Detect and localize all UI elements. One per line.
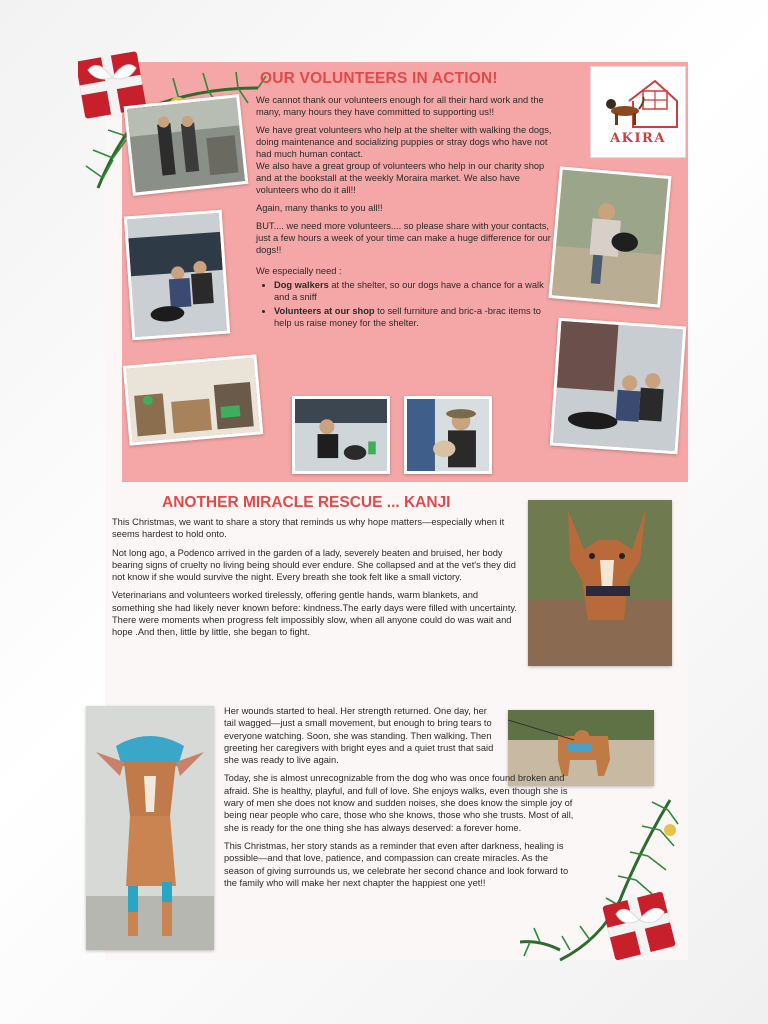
volunteers-para: We have great volunteers who help at the shelter with walking the dogs, doing maintenance and socializing puppies or stray dogs who have not had much human contact. <box>256 125 552 159</box>
rescue-para: Today, she is almost unrecognizable from the dog who was once found broken and afraid. She is healthy, playful, and full of love. She enjoys walks, even though she is wary of men she does not know and sudden noises, she does know the simple joy of being near people who care, those who she knows, those who she trusts. Most of all, she is ready for the one thing she has always deserved: a forever home. <box>224 773 574 833</box>
kanji-photo-standing <box>528 500 672 666</box>
rescue-para: This Christmas, we want to share a story that reminds us why hope matters—especially when it seems hardest to hold onto. <box>112 517 505 540</box>
volunteer-photo-4 <box>123 354 263 445</box>
needs-heading: We especially need : <box>256 266 342 276</box>
kanji-photo-bandage <box>86 706 214 950</box>
volunteer-photo-6 <box>404 396 492 474</box>
volunteers-title: OUR VOLUNTEERS IN ACTION! <box>260 70 498 87</box>
pine-branch-icon <box>520 790 680 965</box>
list-item <box>274 279 556 303</box>
need-label: Dog walkers <box>274 280 329 290</box>
list-item <box>274 305 556 329</box>
rescue-para: Her wounds started to heal. Her strength returned. One day, her tail wagged—just a small movement, but enough to bring tears to everyone watching. Soon, she was standing. Then walking. Then greeting her caregivers with bright eyes and a quiet trust that said she was ready to live again. <box>224 706 494 766</box>
akira-logo <box>590 66 686 158</box>
volunteer-photo-2 <box>124 210 230 341</box>
rescue-para: Veterinarians and volunteers worked tirelessly, offering gentle hands, warm blankets, and something she had likely never known before: kindness.The early days were filled with uncertainty. There were moments when progress felt impossibly slow, when all anyone could do was wait and hope .And then, little by little, she began to fight. <box>112 590 517 638</box>
volunteer-photo-7 <box>550 318 687 455</box>
volunteers-para: We cannot thank our volunteers enough for all their hard work and the many, many hours they have committed to supporting us!! <box>256 95 544 117</box>
volunteer-photo-5 <box>292 396 390 474</box>
volunteers-para: We also have a great group of volunteers who help in our charity shop and at the bookstall at the weekly Moraira market. We also have volunteers who do it all!! <box>256 161 545 195</box>
rescue-story-part1 <box>112 516 517 645</box>
needs-list <box>256 279 556 329</box>
need-text: to sell furniture and bric-a -brac items to help us raise money for the shelter. <box>274 306 541 328</box>
akira-logo-icon <box>599 71 679 129</box>
need-label: Volunteers at our shop <box>274 306 375 316</box>
volunteers-para: Again, many thanks to you all!! <box>256 203 383 213</box>
volunteer-photo-3 <box>548 166 671 307</box>
volunteer-photo-1 <box>124 94 249 196</box>
rescue-para: Not long ago, a Podenco arrived in the garden of a lady, severely beaten and bruised, her body bearing signs of cruelty no living being should ever endure. She collapsed and at the vet's they did not know if she would survive the night. Every breath she took felt like a small victory. <box>112 547 516 583</box>
logo-text: AKIRA <box>610 131 666 146</box>
volunteers-body <box>256 94 556 331</box>
volunteers-para: BUT.... we need more volunteers.... so please share with your contacts, just a few hours a week of your time can make a huge difference for our dogs!! <box>256 221 551 255</box>
need-text: at the shelter, so our dogs have a chance for a walk and a sniff <box>274 280 544 302</box>
rescue-title: ANOTHER MIRACLE RESCUE ... KANJI <box>162 494 451 511</box>
rescue-para: This Christmas, her story stands as a reminder that even after darkness, healing is possible—and that love, patience, and compassion can create miracles. As the season of giving surrounds us, we celebrate her second chance and look forward to the family who will make her next chapter the happiest one yet!! <box>224 840 569 888</box>
